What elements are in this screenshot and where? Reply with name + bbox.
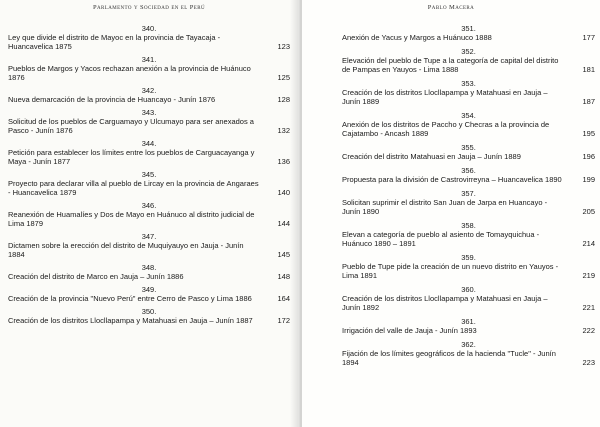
entry-title: Anexión de los distritos de Paccho y Checras a la provincia de Cajatambo - Ancash 1889 bbox=[342, 120, 550, 138]
entry-page: 221 bbox=[582, 303, 595, 312]
entry-page: 128 bbox=[277, 95, 290, 104]
entry-title: Propuesta para la división de Castrovirreyna – Huancavelica 1890 bbox=[342, 175, 562, 184]
entry-page: 222 bbox=[582, 326, 595, 335]
toc-entry bbox=[8, 285, 290, 303]
toc-entry bbox=[8, 55, 290, 82]
entry-title: Solicitud de los pueblos de Carguamayo y Ulcumayo para ser anexados a Pasco - Junín 1876 bbox=[8, 117, 254, 135]
entry-number: 354. bbox=[461, 111, 476, 120]
entry-page: 125 bbox=[277, 73, 290, 82]
entry-page: 123 bbox=[277, 42, 290, 51]
entry-page: 145 bbox=[277, 250, 290, 259]
entry-number: 355. bbox=[461, 143, 476, 152]
entry-page: 172 bbox=[277, 316, 290, 325]
entry-title: Dictamen sobre la erección del distrito de Muquiyauyo en Jauja - Junín 1884 bbox=[8, 241, 244, 259]
entry-page: 164 bbox=[277, 294, 290, 303]
entry-number: 347. bbox=[141, 232, 157, 241]
entry-number: 349. bbox=[141, 285, 157, 294]
entry-number: 356. bbox=[461, 166, 476, 175]
right-toc bbox=[342, 24, 595, 372]
entry-number: 360. bbox=[461, 285, 476, 294]
entry-title: Pueblos de Margos y Yacos rechazan anexión a la provincia de Huánuco 1876 bbox=[8, 64, 251, 82]
entry-number: 341. bbox=[141, 55, 157, 64]
entry-title: Creación de los distritos Llocllapampa y Matahuasi en Jauja – Junín 1889 bbox=[342, 88, 548, 106]
entry-number: 353. bbox=[461, 79, 476, 88]
entry-title: Irrigación del valle de Jauja - Junín 1893 bbox=[342, 326, 477, 335]
toc-entry bbox=[8, 24, 290, 51]
entry-title: Nueva demarcación de la provincia de Huancayo - Junín 1876 bbox=[8, 95, 216, 104]
entry-page: 132 bbox=[277, 126, 290, 135]
toc-entry bbox=[342, 47, 595, 74]
entry-page: 223 bbox=[582, 358, 595, 367]
entry-title: Creación de los distritos Llocllapampa y Matahuasi en Jauja – Junín 1892 bbox=[342, 294, 548, 312]
right-page bbox=[302, 0, 600, 427]
entry-number: 346. bbox=[141, 201, 157, 210]
entry-number: 358. bbox=[461, 221, 476, 230]
entry-number: 343. bbox=[141, 108, 157, 117]
entry-number: 359. bbox=[461, 253, 476, 262]
entry-page: 199 bbox=[582, 175, 595, 184]
toc-entry bbox=[8, 201, 290, 228]
toc-entry bbox=[342, 285, 595, 312]
toc-entry bbox=[8, 263, 290, 281]
entry-number: 348. bbox=[141, 263, 157, 272]
left-toc bbox=[8, 24, 290, 329]
entry-number: 357. bbox=[461, 189, 476, 198]
entry-title: Anexión de Yacus y Margos a Huánuco 1888 bbox=[342, 33, 492, 42]
entry-title: Creación del distrito Matahuasi en Jauja – Junín 1889 bbox=[342, 152, 521, 161]
entry-number: 340. bbox=[141, 24, 157, 33]
entry-number: 345. bbox=[141, 170, 157, 179]
entry-number: 362. bbox=[461, 340, 476, 349]
entry-title: Elevación del pueblo de Tupe a la categoría de capital del distrito de Pampas en Yauyos - Lima 1888 bbox=[342, 56, 559, 74]
entry-title: Fijación de los límites geográficos de la hacienda "Tucle" - Junín 1894 bbox=[342, 349, 556, 367]
left-page bbox=[0, 0, 298, 427]
entry-title: Reanexión de Huamalíes y Dos de Mayo en Huánuco al distrito judicial de Lima 1879 bbox=[8, 210, 255, 228]
entry-number: 352. bbox=[461, 47, 476, 56]
entry-page: 205 bbox=[582, 207, 595, 216]
toc-entry bbox=[8, 307, 290, 325]
toc-entry bbox=[342, 189, 595, 216]
entry-title: Elevan a categoría de pueblo al asiento de Tomayquichua - Huánuco 1890 – 1891 bbox=[342, 230, 540, 248]
entry-page: 196 bbox=[582, 152, 595, 161]
entry-number: 361. bbox=[461, 317, 476, 326]
entry-page: 195 bbox=[582, 129, 595, 138]
toc-entry bbox=[8, 170, 290, 197]
toc-entry bbox=[342, 166, 595, 184]
toc-entry bbox=[8, 232, 290, 259]
toc-entry bbox=[342, 253, 595, 280]
toc-entry bbox=[342, 340, 595, 367]
toc-entry bbox=[342, 79, 595, 106]
toc-entry bbox=[342, 111, 595, 138]
entry-number: 351. bbox=[461, 24, 476, 33]
entry-page: 140 bbox=[277, 188, 290, 197]
entry-page: 148 bbox=[277, 272, 290, 281]
entry-title: Ley que divide el distrito de Mayoc en la provincia de Tayacaja - Huancavelica 1875 bbox=[8, 33, 221, 51]
entry-number: 350. bbox=[141, 307, 157, 316]
entry-title: Proyecto para declarar villa al pueblo de Lircay en la provincia de Angaraes - Huancavelica 1879 bbox=[8, 179, 259, 197]
entry-page: 144 bbox=[277, 219, 290, 228]
entry-title: Creación de los distritos Llocllapampa y Matahuasi en Jauja – Junín 1887 bbox=[8, 316, 253, 325]
entry-title: Creación del distrito de Marco en Jauja – Junín 1886 bbox=[8, 272, 184, 281]
entry-page: 177 bbox=[582, 33, 595, 42]
toc-entry bbox=[342, 221, 595, 248]
entry-title: Solicitan suprimir el distrito San Juan de Jarpa en Huancayo - Junín 1890 bbox=[342, 198, 548, 216]
entry-title: Petición para establecer los límites entre los pueblos de Carguacayanga y Maya - Junín 1877 bbox=[8, 148, 255, 166]
entry-number: 344. bbox=[141, 139, 157, 148]
left-running-head: Parlamento y Sociedad en el Perú bbox=[93, 4, 205, 11]
entry-page: 136 bbox=[277, 157, 290, 166]
entry-page: 181 bbox=[582, 65, 595, 74]
entry-page: 219 bbox=[582, 271, 595, 280]
toc-entry bbox=[342, 24, 595, 42]
toc-entry bbox=[8, 108, 290, 135]
entry-number: 342. bbox=[141, 86, 157, 95]
entry-page: 214 bbox=[582, 239, 595, 248]
toc-entry bbox=[8, 139, 290, 166]
toc-entry bbox=[342, 317, 595, 335]
entry-page: 187 bbox=[582, 97, 595, 106]
entry-title: Pueblo de Tupe pide la creación de un nuevo distrito en Yauyos - Lima 1891 bbox=[342, 262, 559, 280]
toc-entry bbox=[342, 143, 595, 161]
toc-entry bbox=[8, 86, 290, 104]
right-running-head: Pablo Macera bbox=[427, 4, 475, 11]
entry-title: Creación de la provincia "Nuevo Perú" entre Cerro de Pasco y Lima 1886 bbox=[8, 294, 252, 303]
